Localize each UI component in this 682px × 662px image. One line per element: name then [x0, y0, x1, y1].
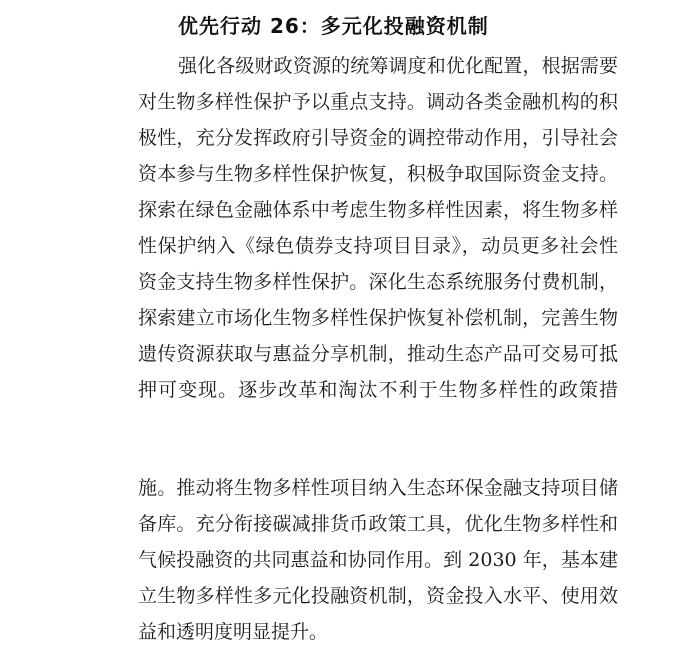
paragraph-line: 性保护纳入《绿色债券支持项目目录》，动员更多社会性 — [138, 235, 618, 257]
continuation-line: 备库。充分衔接碳减排货币政策工具，优化生物多样性和 — [138, 513, 618, 535]
paragraph-line: 押可变现。逐步改革和淘汰不利于生物多样性的政策措 — [138, 379, 618, 401]
paragraph-line: 探索在绿色金融体系中考虑生物多样性因素，将生物多样 — [138, 199, 618, 221]
continuation-line: 立生物多样性多元化投融资机制，资金投入水平、使用效 — [138, 585, 618, 607]
paragraph-line: 强化各级财政资源的统筹调度和优化配置，根据需要 — [178, 55, 618, 77]
paragraph-line: 资本参与生物多样性保护恢复，积极争取国际资金支持。 — [138, 163, 618, 185]
paragraph-line: 遗传资源获取与惠益分享机制，推动生态产品可交易可抵 — [138, 343, 618, 365]
paragraph-line: 资金支持生物多样性保护。深化生态系统服务付费机制， — [138, 271, 618, 293]
paragraph-line: 极性，充分发挥政府引导资金的调控带动作用，引导社会 — [138, 127, 618, 149]
continuation-line: 施。推动将生物多样性项目纳入生态环保金融支持项目储 — [138, 477, 618, 499]
continuation-line: 益和透明度明显提升。 — [138, 621, 329, 643]
paragraph-line: 对生物多样性保护予以重点支持。调动各类金融机构的积 — [138, 91, 618, 113]
continuation-line: 气候投融资的共同惠益和协同作用。到 2030 年，基本建 — [138, 549, 618, 571]
section-heading: 优先行动 26：多元化投融资机制 — [178, 14, 489, 38]
paragraph-line: 探索建立市场化生物多样性保护恢复补偿机制，完善生物 — [138, 307, 618, 329]
